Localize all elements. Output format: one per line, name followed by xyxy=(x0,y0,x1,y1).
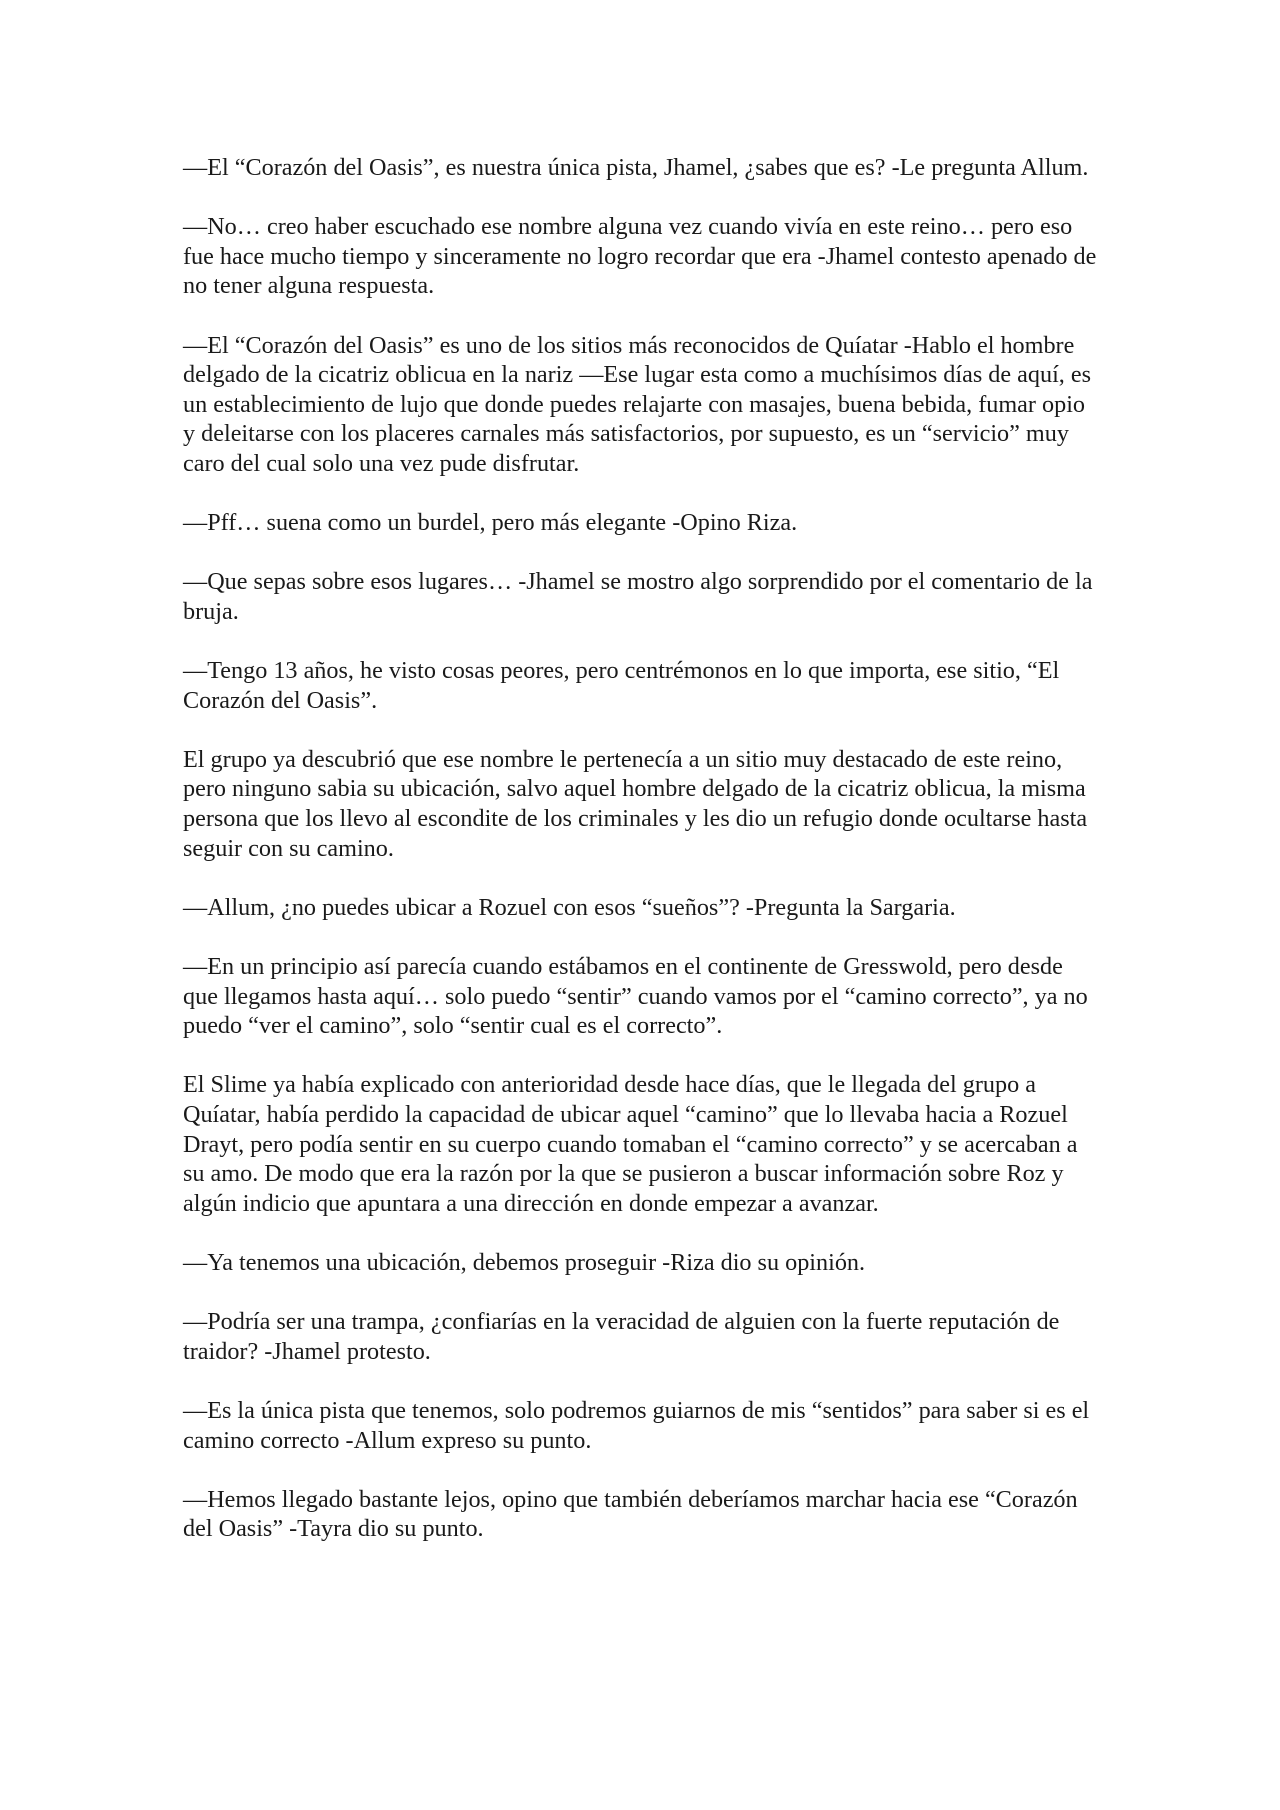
paragraph: —En un principio así parecía cuando estábamos en el continente de Gresswold, pero desde que llegamos hasta aquí… solo puedo “sentir” cuando vamos por el “camino correcto”, ya no puedo “ver el camino”, solo “sentir cual es el correcto”. xyxy=(183,953,1088,1040)
paragraph: —Podría ser una trampa, ¿confiarías en la veracidad de alguien con la fuerte reputación de traidor? -Jhamel protesto. xyxy=(183,1308,1060,1365)
paragraph: —El “Corazón del Oasis”, es nuestra única pista, Jhamel, ¿sabes que es? -Le pregunta Allum. xyxy=(183,154,1089,181)
paragraph: El Slime ya había explicado con anterioridad desde hace días, que le llegada del grupo a Quíatar, había perdido la capacidad de ubicar aquel “camino” que lo llevaba hacia a Rozuel Drayt, pero podía sentir en su cuerpo cuando tomaban el “camino correcto” y se acercaban a su amo. De modo que era la razón por la que se pusieron a buscar información sobre Roz y algún indicio que apuntara a una dirección en donde empezar a avanzar. xyxy=(183,1071,1078,1217)
paragraph: —Que sepas sobre esos lugares… -Jhamel se mostro algo sorprendido por el comentario de la bruja. xyxy=(183,568,1093,625)
paragraph: —Tengo 13 años, he visto cosas peores, pero centrémonos en lo que importa, ese sitio, “El Corazón del Oasis”. xyxy=(183,657,1060,714)
paragraph: —Pff… suena como un burdel, pero más elegante -Opino Riza. xyxy=(183,509,798,537)
paragraph: —El “Corazón del Oasis” es uno de los sitios más reconocidos de Quíatar -Hablo el hombre delgado de la cicatriz oblicua en la nariz —Ese lugar esta como a muchísimos días de aquí, es un establecimiento de lujo que donde puedes relajarte con masajes, buena bebida, fumar opio y deleitarse con los placeres carnales más satisfactorios, por supuesto, es un “servicio” muy caro del cual solo una vez pude disfrutar. xyxy=(183,331,1092,477)
paragraph: —Ya tenemos una ubicación, debemos proseguir -Riza dio su opinión. xyxy=(183,1248,866,1276)
paragraph: El grupo ya descubrió que ese nombre le pertenecía a un sitio muy destacado de este reino, pero ninguno sabia su ubicación, salvo aquel hombre delgado de la cicatriz oblicua, la misma persona que los llevo al escondite de los criminales y les dio un refugio donde ocultarse hasta seguir con su camino. xyxy=(183,745,1088,862)
paragraph: —Es la única pista que tenemos, solo podremos guiarnos de mis “sentidos” para saber si es el camino correcto -Allum expreso su punto. xyxy=(183,1396,1090,1454)
paragraph: —Hemos llegado bastante lejos, opino que también deberíamos marchar hacia ese “Corazón del Oasis” -Tayra dio su punto. xyxy=(183,1485,1078,1543)
document-body xyxy=(183,153,1098,1574)
paragraph: —No… creo haber escuchado ese nombre alguna vez cuando vivía en este reino… pero eso fue hace mucho tiempo y sinceramente no logro recordar que era -Jhamel contesto apenado de no tener alguna respuesta. xyxy=(183,213,1097,300)
paragraph: —Allum, ¿no puedes ubicar a Rozuel con esos “sueños”? -Pregunta la Sargaria. xyxy=(183,893,956,921)
